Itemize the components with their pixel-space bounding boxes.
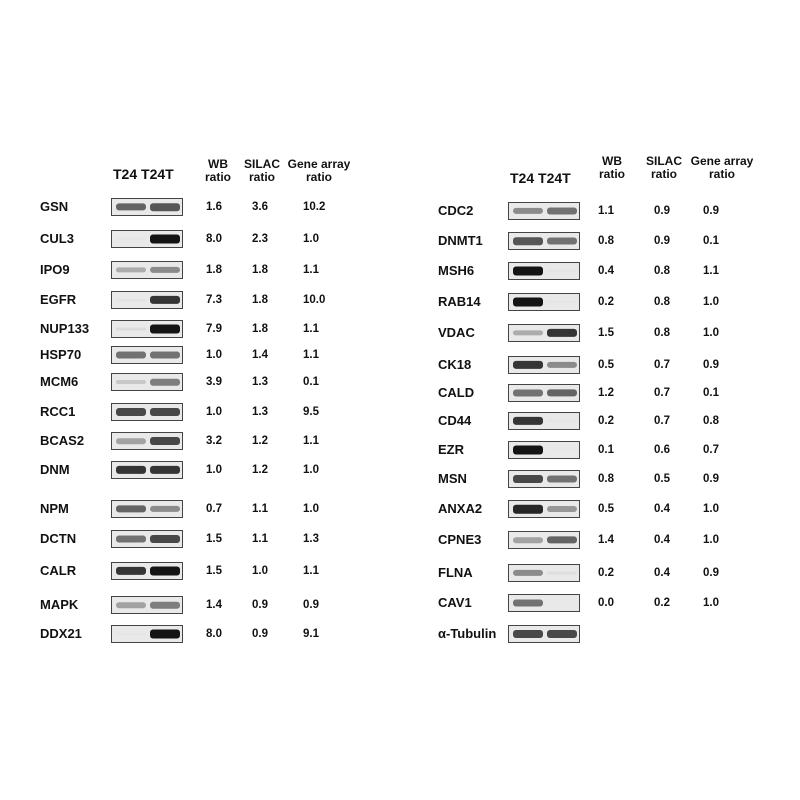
gene-ratio-rcc1: 9.5 [303, 406, 319, 418]
protein-label-cul3: CUL3 [40, 231, 74, 246]
silac-ratio-ezr: 0.6 [654, 444, 670, 456]
gene-ratio-nup133: 1.1 [303, 323, 319, 335]
wb-ratio-calr: 1.5 [206, 565, 222, 577]
protein-label-ck18: CK18 [438, 357, 472, 372]
silac-ratio-bcas2: 1.2 [252, 435, 268, 447]
band-t24t-msh6 [547, 270, 577, 272]
band-t24-rab14 [513, 298, 543, 307]
silac-ratio-flna: 0.4 [654, 567, 670, 579]
band-t24-cald [513, 390, 543, 397]
blot-cd44 [508, 412, 580, 430]
blot-ck18 [508, 356, 580, 374]
gene-ratio-cav1: 1.0 [703, 597, 719, 609]
band-t24-cpne3 [513, 537, 543, 543]
band-t24-dnmt1 [513, 237, 543, 245]
wb-ratio-ezr: 0.1 [598, 444, 614, 456]
band-t24-tubulin [513, 630, 543, 638]
silac-ratio-calr: 1.0 [252, 565, 268, 577]
silac-ratio-cd44: 0.7 [654, 415, 670, 427]
gene-ratio-egfr: 10.0 [303, 294, 326, 306]
gene-ratio-mapk: 0.9 [303, 599, 319, 611]
wb-ratio-ddx21: 8.0 [206, 628, 222, 640]
wb-ratio-egfr: 7.3 [206, 294, 222, 306]
band-t24t-tubulin [547, 630, 577, 638]
protein-label-hsp70: HSP70 [40, 347, 82, 362]
band-t24t-cald [547, 389, 577, 396]
protein-label-calr: CALR [40, 563, 77, 578]
blot-cpne3 [508, 531, 580, 549]
gene-ratio-cdc2: 0.9 [703, 205, 719, 217]
wb-ratio-cav1: 0.0 [598, 597, 614, 609]
wb-ratio-cdc2: 1.1 [598, 205, 614, 217]
silac-ratio-ipo9: 1.8 [252, 264, 268, 276]
protein-label-ddx21: DDX21 [40, 626, 82, 641]
silac-ratio-vdac: 0.8 [654, 327, 670, 339]
protein-label-cdc2: CDC2 [438, 203, 474, 218]
protein-label-bcas2: BCAS2 [40, 433, 85, 448]
wb-ratio-cald: 1.2 [598, 387, 614, 399]
gene-ratio-npm: 1.0 [303, 503, 319, 515]
wb-ratio-msn: 0.8 [598, 473, 614, 485]
band-t24t-vdac [547, 329, 577, 337]
band-t24-msn [513, 475, 543, 483]
protein-label-rcc1: RCC1 [40, 404, 76, 419]
blot-cdc2 [508, 202, 580, 220]
band-t24t-flna [547, 572, 577, 575]
silac-ratio-anxa2: 0.4 [654, 503, 670, 515]
band-t24t-msn [547, 476, 577, 483]
wb-ratio-dctn: 1.5 [206, 533, 222, 545]
wb-ratio-mcm6: 3.9 [206, 376, 222, 388]
wb-ratio-bcas2: 3.2 [206, 435, 222, 447]
gene-ratio-rab14: 1.0 [703, 296, 719, 308]
band-t24-cav1 [513, 600, 543, 607]
protein-label-flna: FLNA [438, 565, 473, 580]
silac-ratio-dnmt1: 0.9 [654, 235, 670, 247]
gene-ratio-msn: 0.9 [703, 473, 719, 485]
blot-dnmt1 [508, 232, 580, 250]
blot-ezr [508, 441, 580, 459]
blot-vdac [508, 324, 580, 342]
blot-cav1 [508, 594, 580, 612]
silac-ratio-npm: 1.1 [252, 503, 268, 515]
blot-cald [508, 384, 580, 402]
gene-ratio-ck18: 0.9 [703, 359, 719, 371]
band-t24-msh6 [513, 267, 543, 276]
wb-ratio-rcc1: 1.0 [206, 406, 222, 418]
gene-ratio-msh6: 1.1 [703, 265, 719, 277]
band-t24t-anxa2 [547, 506, 577, 512]
gene-ratio-hsp70: 1.1 [303, 349, 319, 361]
blot-flna [508, 564, 580, 582]
wb-ratio-cpne3: 1.4 [598, 534, 614, 546]
silac-ratio-cald: 0.7 [654, 387, 670, 399]
silac-ratio-ck18: 0.7 [654, 359, 670, 371]
silac-ratio-msn: 0.5 [654, 473, 670, 485]
silac-ratio-dctn: 1.1 [252, 533, 268, 545]
gene-ratio-cd44: 0.8 [703, 415, 719, 427]
silac-ratio-header-right: SILAC ratio [646, 154, 682, 181]
band-t24-vdac [513, 330, 543, 335]
wb-ratio-header-right: WB ratio [598, 154, 625, 181]
band-t24-ck18 [513, 361, 543, 369]
gene-ratio-ipo9: 1.1 [303, 264, 319, 276]
silac-ratio-header-left: SILAC ratio [244, 157, 280, 184]
band-t24-flna [513, 570, 543, 576]
protein-label-npm: NPM [40, 501, 69, 516]
band-t24-cd44 [513, 417, 543, 425]
protein-label-nup133: NUP133 [40, 321, 90, 336]
gene-ratio-dnm: 1.0 [303, 464, 319, 476]
blot-msh6 [508, 262, 580, 280]
protein-label-dnmt1: DNMT1 [438, 233, 483, 248]
wb-ratio-ipo9: 1.8 [206, 264, 222, 276]
gene-ratio-calr: 1.1 [303, 565, 319, 577]
blot-rab14 [508, 293, 580, 311]
gene-ratio-anxa2: 1.0 [703, 503, 719, 515]
wb-ratio-header-left: WB ratio [204, 157, 231, 184]
gene-ratio-vdac: 1.0 [703, 327, 719, 339]
protein-label-ezr: EZR [438, 442, 464, 457]
wb-ratio-vdac: 1.5 [598, 327, 614, 339]
protein-label-dnm: DNM [40, 462, 70, 477]
band-t24t-ck18 [547, 362, 577, 368]
gene-ratio-cul3: 1.0 [303, 233, 319, 245]
silac-ratio-cpne3: 0.4 [654, 534, 670, 546]
protein-label-anxa2: ANXA2 [438, 501, 483, 516]
gene-ratio-dctn: 1.3 [303, 533, 319, 545]
protein-label-vdac: VDAC [438, 325, 475, 340]
gene-ratio-mcm6: 0.1 [303, 376, 319, 388]
protein-label-rab14: RAB14 [438, 294, 481, 309]
band-t24t-cdc2 [547, 208, 577, 215]
silac-ratio-egfr: 1.8 [252, 294, 268, 306]
protein-label-dctn: DCTN [40, 531, 77, 546]
wb-ratio-dnm: 1.0 [206, 464, 222, 476]
wb-ratio-anxa2: 0.5 [598, 503, 614, 515]
silac-ratio-rab14: 0.8 [654, 296, 670, 308]
gene-array-ratio-header-right: Gene array ratio [690, 154, 754, 181]
protein-label-mcm6: MCM6 [40, 374, 79, 389]
wb-ratio-ck18: 0.5 [598, 359, 614, 371]
lane-header-right: T24 T24T [510, 170, 571, 186]
silac-ratio-nup133: 1.8 [252, 323, 268, 335]
band-t24t-dnmt1 [547, 238, 577, 245]
silac-ratio-cav1: 0.2 [654, 597, 670, 609]
band-t24t-cd44 [547, 420, 577, 422]
protein-label-gsn: GSN [40, 199, 69, 214]
wb-ratio-dnmt1: 0.8 [598, 235, 614, 247]
gene-ratio-ezr: 0.7 [703, 444, 719, 456]
band-t24-ezr [513, 446, 543, 455]
protein-label-cav1: CAV1 [438, 595, 472, 610]
lane-header-left: T24 T24T [113, 166, 174, 182]
protein-label-msh6: MSH6 [438, 263, 475, 278]
gene-ratio-dnmt1: 0.1 [703, 235, 719, 247]
silac-ratio-dnm: 1.2 [252, 464, 268, 476]
wb-ratio-nup133: 7.9 [206, 323, 222, 335]
protein-label-cpne3: CPNE3 [438, 532, 482, 547]
silac-ratio-mcm6: 1.3 [252, 376, 268, 388]
wb-ratio-hsp70: 1.0 [206, 349, 222, 361]
silac-ratio-cul3: 2.3 [252, 233, 268, 245]
protein-label-egfr: EGFR [40, 292, 77, 307]
gene-ratio-gsn: 10.2 [303, 201, 326, 213]
silac-ratio-mapk: 0.9 [252, 599, 268, 611]
wb-ratio-mapk: 1.4 [206, 599, 222, 611]
protein-label-mapk: MAPK [40, 597, 79, 612]
gene-ratio-bcas2: 1.1 [303, 435, 319, 447]
silac-ratio-cdc2: 0.9 [654, 205, 670, 217]
silac-ratio-rcc1: 1.3 [252, 406, 268, 418]
band-t24-cdc2 [513, 208, 543, 214]
wb-ratio-cul3: 8.0 [206, 233, 222, 245]
silac-ratio-ddx21: 0.9 [252, 628, 268, 640]
band-t24t-cav1 [547, 602, 577, 604]
protein-label-msn: MSN [438, 471, 467, 486]
gene-ratio-flna: 0.9 [703, 567, 719, 579]
gene-array-ratio-header-left: Gene array ratio [287, 157, 351, 184]
band-t24t-rab14 [547, 301, 577, 303]
protein-label-cd44: CD44 [438, 413, 472, 428]
silac-ratio-gsn: 3.6 [252, 201, 268, 213]
wb-ratio-rab14: 0.2 [598, 296, 614, 308]
wb-ratio-flna: 0.2 [598, 567, 614, 579]
wb-ratio-npm: 0.7 [206, 503, 222, 515]
band-t24t-ezr [547, 449, 577, 451]
wb-ratio-cd44: 0.2 [598, 415, 614, 427]
gene-ratio-cpne3: 1.0 [703, 534, 719, 546]
protein-label-tubulin: α-Tubulin [438, 626, 497, 641]
blot-msn [508, 470, 580, 488]
band-t24t-cpne3 [547, 536, 577, 543]
protein-label-cald: CALD [438, 385, 475, 400]
protein-label-ipo9: IPO9 [40, 262, 70, 277]
silac-ratio-hsp70: 1.4 [252, 349, 268, 361]
blot-anxa2 [508, 500, 580, 518]
gene-ratio-ddx21: 9.1 [303, 628, 319, 640]
silac-ratio-msh6: 0.8 [654, 265, 670, 277]
blot-tubulin [508, 625, 580, 643]
gene-ratio-cald: 0.1 [703, 387, 719, 399]
band-t24-anxa2 [513, 505, 543, 514]
wb-ratio-msh6: 0.4 [598, 265, 614, 277]
wb-ratio-gsn: 1.6 [206, 201, 222, 213]
